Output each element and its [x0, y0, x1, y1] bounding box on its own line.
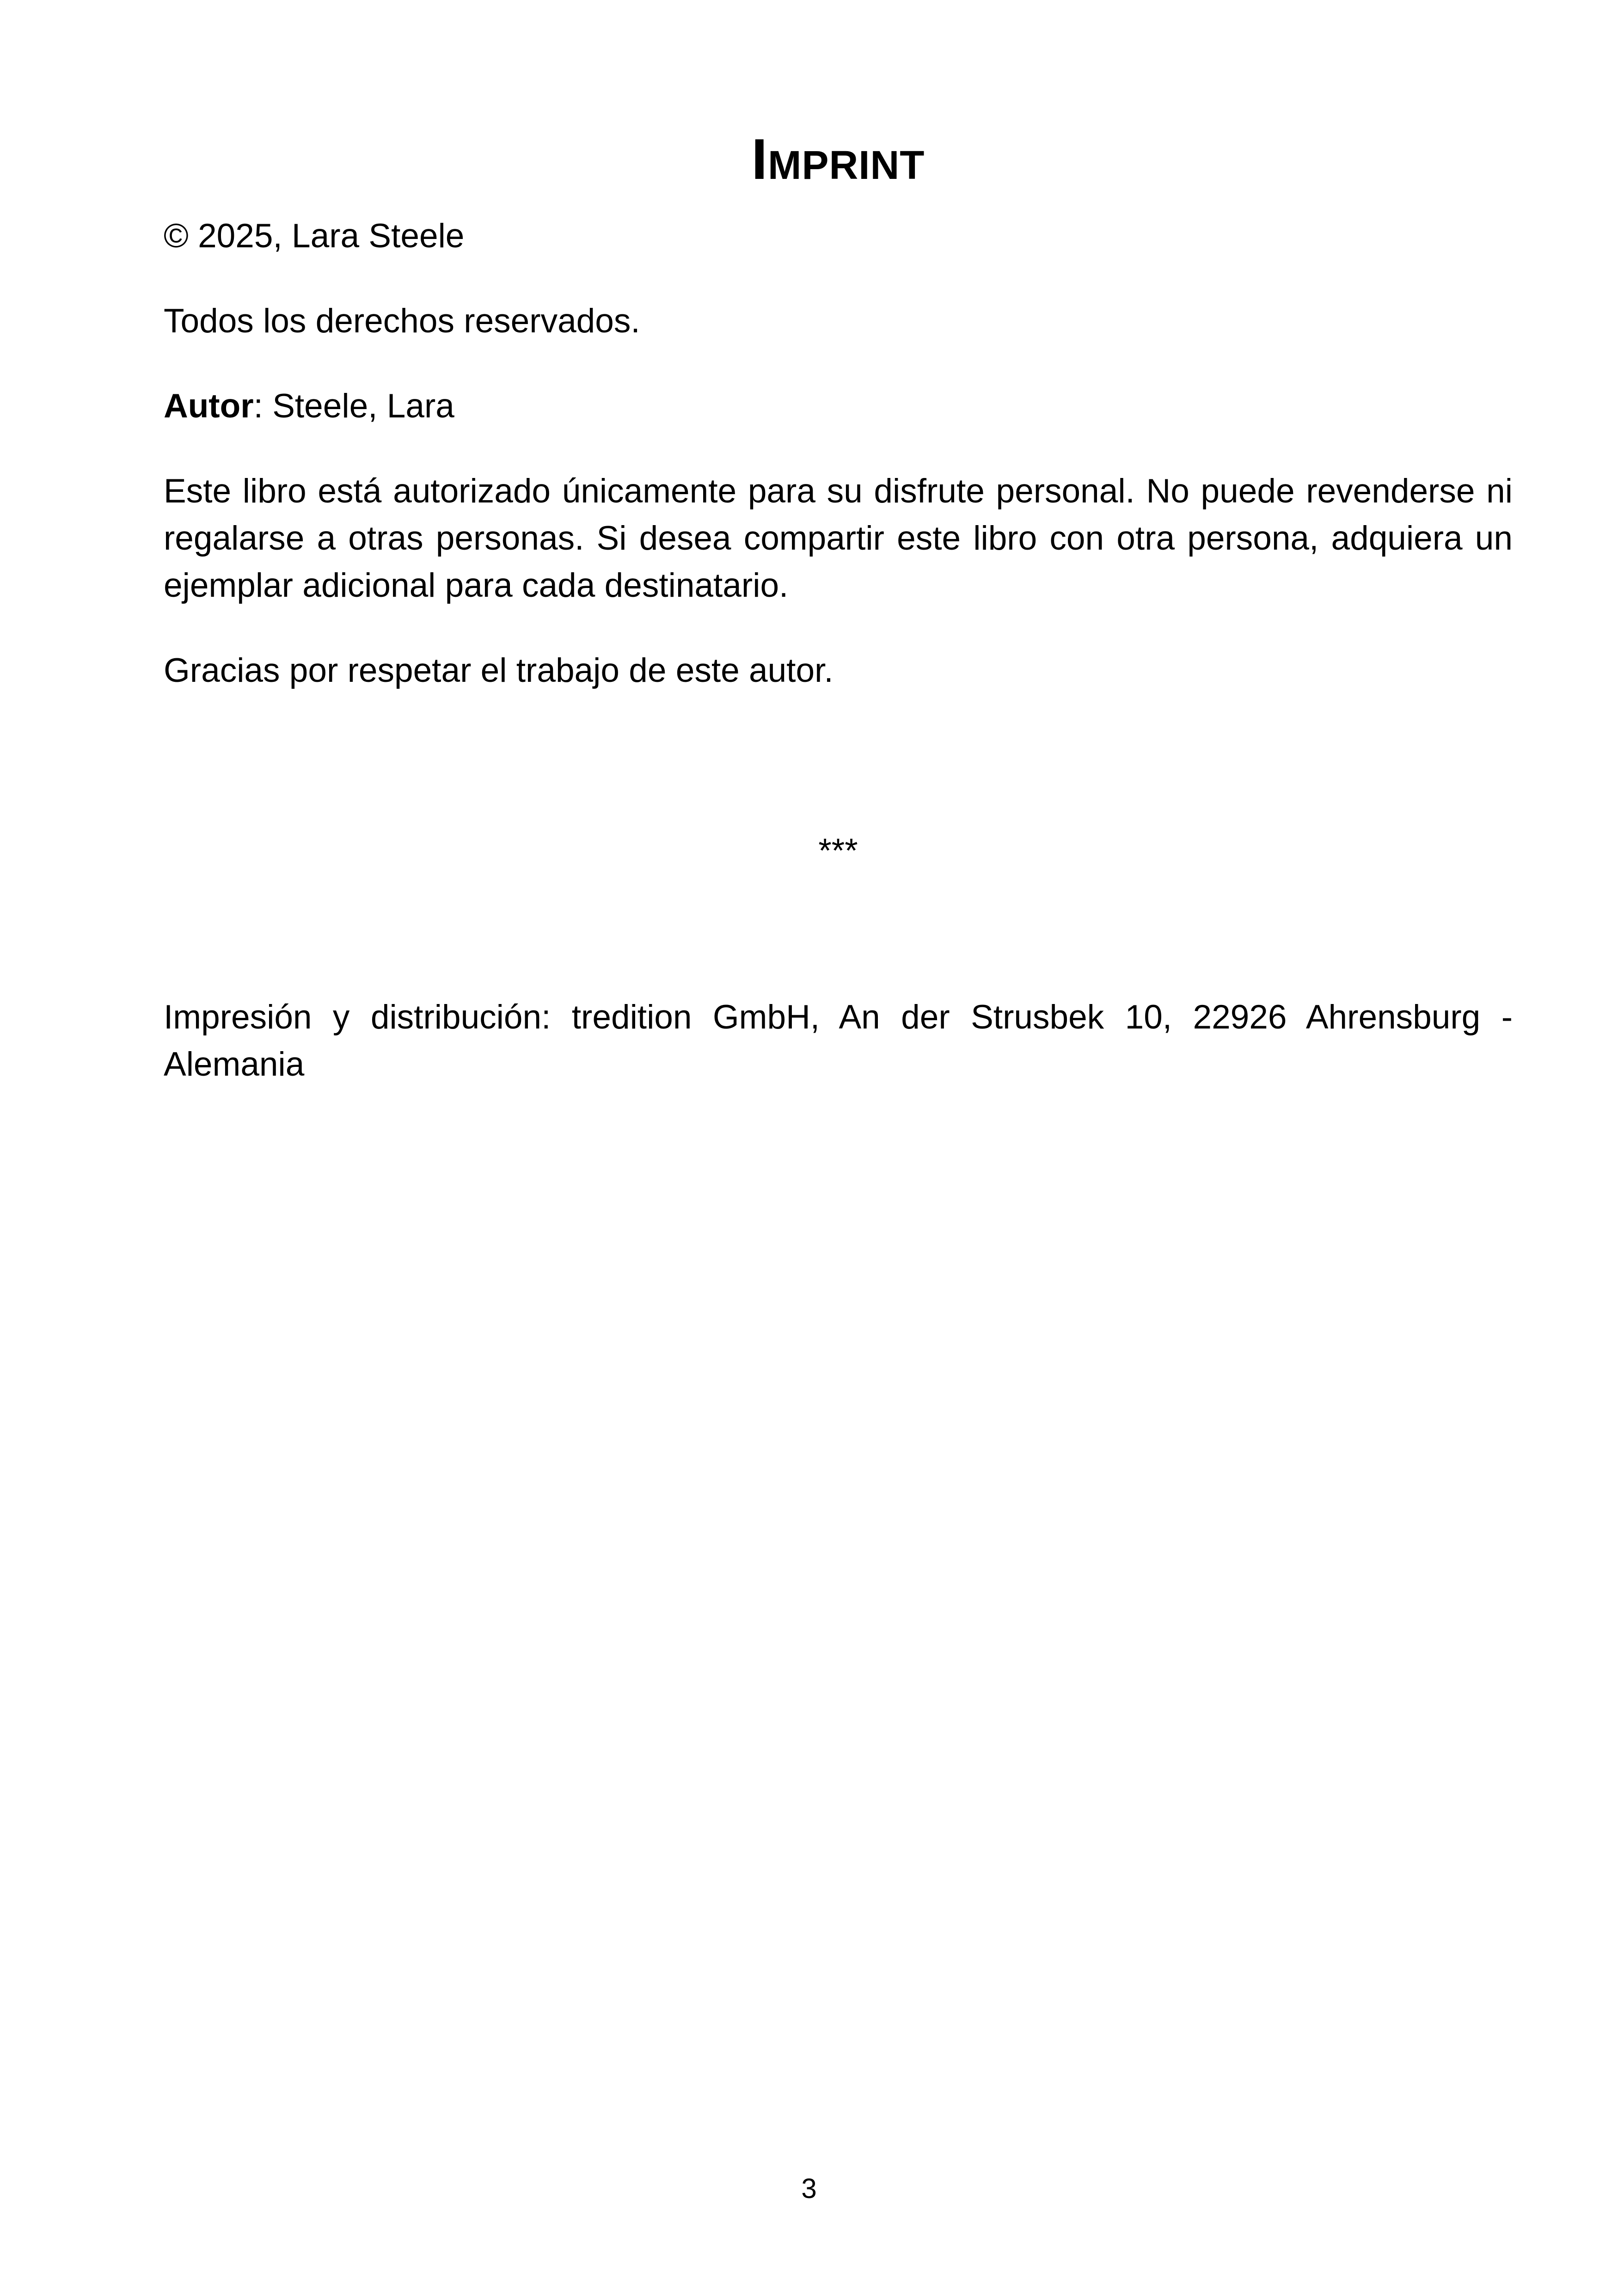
author-label: Autor: [164, 387, 254, 425]
license-notice: Este libro está autorizado únicamente para su disfrute personal. No puede revenderse ni regalarse a otras personas. Si desea compartir este libro con otra persona, adquiera un ejemplar adicional para cada destinatario.: [164, 472, 1513, 604]
copyright-line: © 2025, Lara Steele: [164, 217, 465, 255]
author-value: : Steele, Lara: [253, 387, 454, 425]
page-number: 3: [801, 2173, 817, 2204]
page-content: [164, 120, 1513, 1083]
rights-statement: Todos los derechos reservados.: [164, 302, 640, 340]
printer-information: Impresión y distribución: tredition GmbH, An der Strusbek 10, 22926 Ahrensburg - Alemania: [164, 998, 1513, 1083]
page-title: Imprint: [751, 128, 925, 191]
author-line: [164, 383, 1513, 430]
thanks-line: Gracias por respetar el trabajo de este autor.: [164, 652, 834, 689]
section-separator: ***: [818, 832, 858, 869]
